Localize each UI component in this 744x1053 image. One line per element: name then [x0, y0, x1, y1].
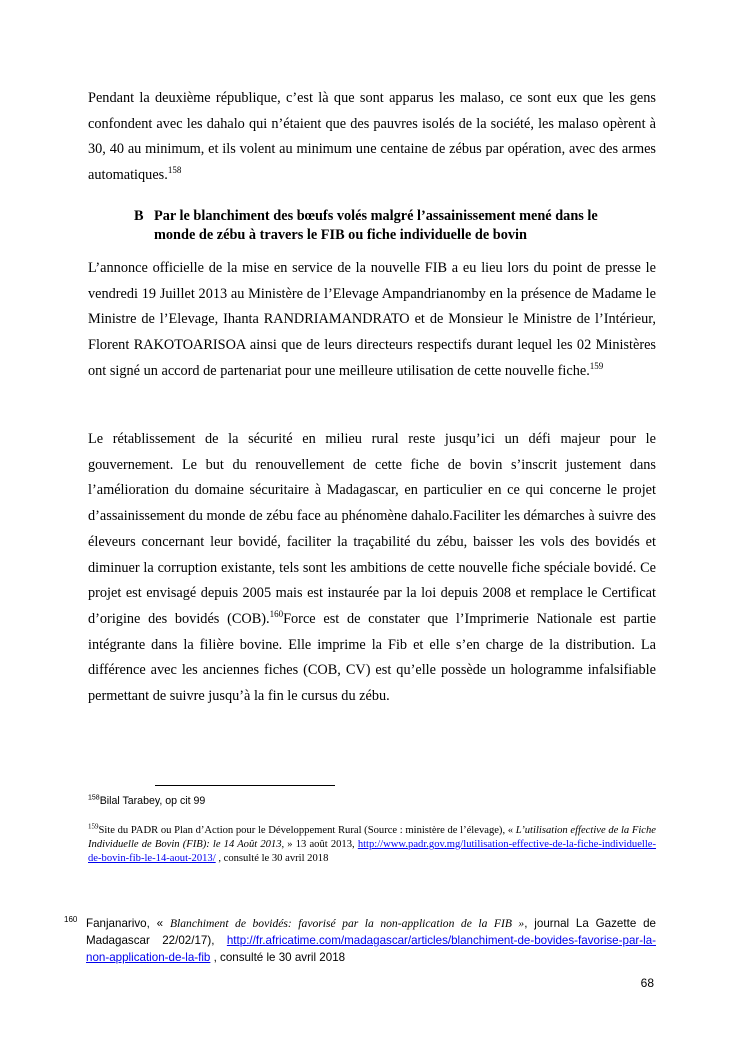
heading-line-1: Par le blanchiment des bœufs volés malgré l’assainissement mené dans le: [154, 208, 598, 224]
footnote-number: 159: [88, 822, 99, 831]
page-number: 68: [640, 976, 654, 990]
paragraph-text: Pendant la deuxième république, c’est là que sont apparus les malaso, ce sont eux que les gens confondent avec les dahalo qui n’étaient que des pauvres isolés de la société, les malaso opèrent à 30, 40 au minimum, et ils volent au minimum une centaine de zébus par opération, avec des armes automatiques.: [88, 90, 656, 184]
footnote-text: Bilal Tarabey, op cit 99: [99, 795, 206, 807]
footnote-number: 158: [88, 794, 100, 802]
footnote-ref-158[interactable]: 158: [167, 165, 182, 176]
footnote-text: , consulté le 30 avril 2018: [210, 951, 346, 964]
section-heading-b: [134, 207, 654, 245]
paragraph-security: [88, 427, 656, 710]
footnote-title: L’utilisation effective de la Fiche Individuelle de Bovin (FIB): le 14 Août 2013: [88, 825, 656, 850]
paragraph-fib-announcement: [88, 256, 656, 385]
footnote-158: [88, 793, 648, 809]
heading-letter: B: [134, 208, 144, 224]
footnote-text: , journal La Gazette de Madagascar 22/02/17),: [86, 917, 657, 947]
paragraph-text: L’annonce officielle de la mise en service de la nouvelle FIB a eu lieu lors du point de presse le vendredi 19 Juillet 2013 au Ministère de l’Elevage Ampandrianomby en la présence de Madame le Ministre de l’Elevage, Ihanta RANDRIAMANDRATO et de Monsieur le Ministre de l’Intérieur, Florent RAKOTOARISOA ainsi que de leurs directeurs respectifs durant lequel les 02 Ministères ont signé un accord de partenariat pour une meilleure utilisation de cette nouvelle fiche.: [88, 260, 656, 379]
paragraph-text-continued: Force est de constater que l’Imprimerie Nationale est partie intégrante dans la filière bovine. Elle imprime la Fib et elle s’en charge de la distribution. La différence avec les anciennes fiches (COB, CV) est qu’elle possède un hologramme infalsifiable permettant de suivre jusqu’à la fin le cursus du zébu.: [88, 610, 657, 705]
footnote-text: Site du PADR ou Plan d’Action pour le Développement Rural (Source : ministère de l’élevage), «: [98, 825, 516, 836]
footnote-ref-160[interactable]: 160: [269, 609, 284, 620]
footnote-link[interactable]: http://fr.africatime.com/madagascar/articles/blanchiment-de-bovides-favorise-par-la-non-application-de-la-fib: [86, 934, 656, 964]
footnote-title: Blanchiment de bovidés: favorisé par la non-application de la FIB »: [169, 917, 525, 930]
heading-line-2: monde de zébu à travers le FIB ou fiche individuelle de bovin: [154, 227, 527, 243]
footnote-separator: [155, 785, 335, 786]
footnote-link[interactable]: http://www.padr.gov.mg/lutilisation-effective-de-la-fiche-individuelle-de-bovin-fib-le-14-aout-2013/: [88, 839, 657, 864]
footnote-160: [86, 915, 656, 966]
footnote-number: 160: [64, 915, 78, 924]
footnote-text: Fanjanarivo, «: [86, 917, 170, 930]
footnote-ref-159[interactable]: 159: [589, 361, 604, 372]
paragraph-malaso: [88, 86, 656, 189]
footnote-text: , » 13 août 2013,: [281, 839, 358, 850]
footnote-159: [88, 824, 656, 866]
footnote-text: , consulté le 30 avril 2018: [215, 853, 329, 864]
paragraph-text: Le rétablissement de la sécurité en milieu rural reste jusqu’ici un défi majeur pour le gouvernement. Le but du renouvellement de cette fiche de bovin s’inscrit justement dans l’amélioration du domaine sécuritaire à Madagascar, en particulier en ce qui concerne le projet d’assainissement du monde de zébu face au phénomène dahalo.Faciliter les démarches à suivre des éleveurs concernant leur bovidé, faciliter la traçabilité du zébu, baisser les vols des bovidés et diminuer la corruption existante, tels sont les ambitions de cette nouvelle fiche spéciale bovidé. Ce projet est envisagé depuis 2005 mais est instaurée par la loi depuis 2008 et remplace le Certificat d’origine des bovidés (COB).: [88, 431, 656, 627]
